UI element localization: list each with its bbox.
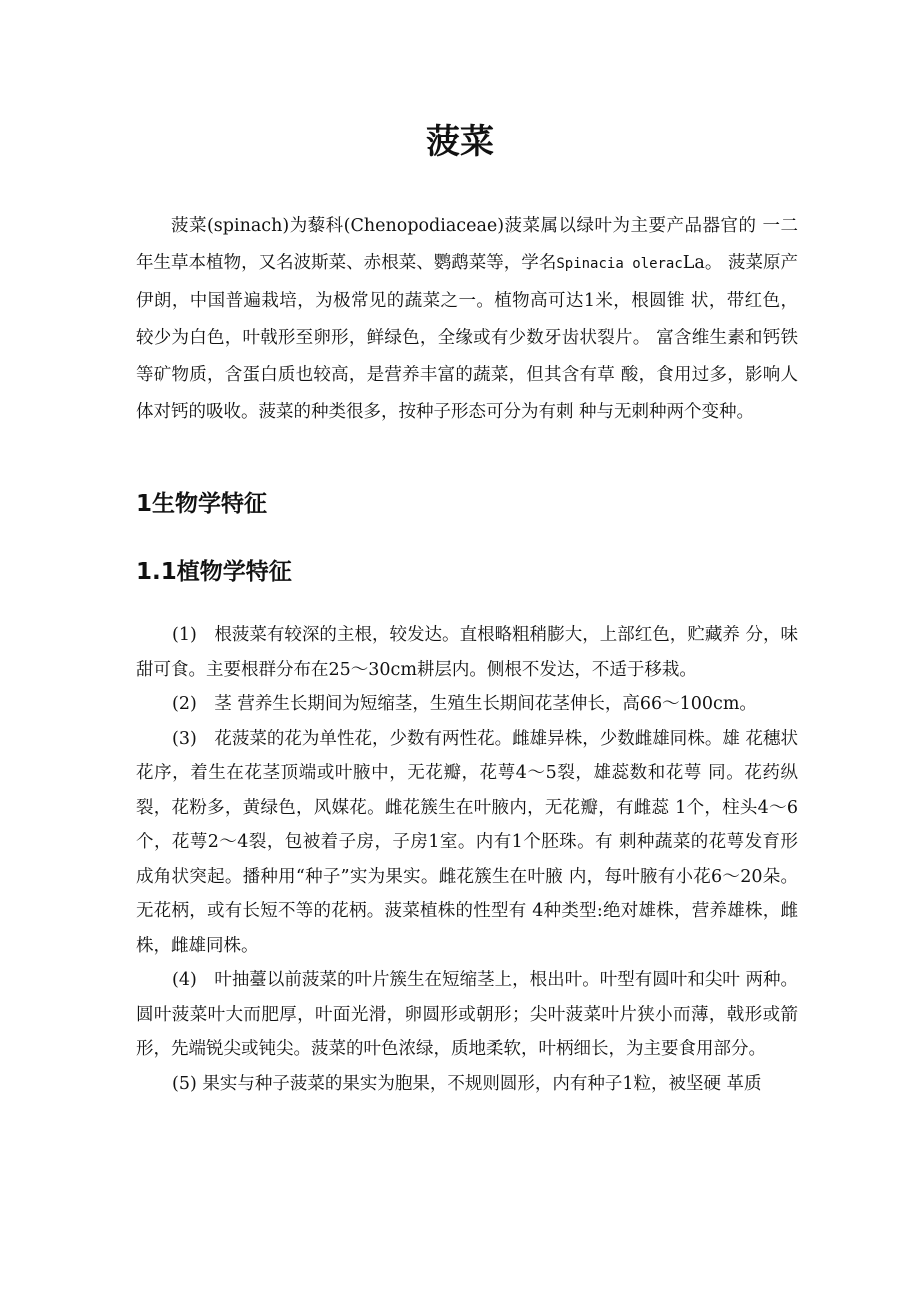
item-flower: (3) 花菠菜的花为单性花，少数有两性花。雌雄异株，少数雌雄同株。雄 花穗状花序，着生在花茎顶端或叶腋中，无花瓣，花萼4〜5裂，雄蕊数和花萼 同。花药纵裂，花粉多，黄绿色，风媒花。雌花簇生在叶腋内，无花瓣，有雌蕊 1个，柱头4〜6个，花萼2〜4裂，包被着子房，子房1室。内有1个胚珠。有 刺种蔬菜的花萼发育形成角状突起。播种用“种子”实为果实。雌花簇生在叶腋 内，每叶腋有小花6〜20朵。无花柄，或有长短不等的花柄。菠菜植株的性型有 4种类型:绝对雄株，营养雄株，雌株，雌雄同株。: [136, 728, 798, 956]
item-root: (1) 根菠菜有较深的主根，较发达。直根略粗稍膨大，上部红色，贮藏养 分，味甜可食。主要根群分布在25〜30cm耕层内。侧根不发达，不适于移栽。: [136, 625, 798, 680]
section-heading-biology: 1生物学特征: [136, 491, 268, 517]
latin-suffix: La。: [682, 253, 723, 273]
item-stem: (2) 茎 营养生长期间为短缩茎，生殖生长期间花茎伸长，高66〜100cm。: [172, 694, 757, 714]
subsection-heading-botany: 1.1植物学特征: [136, 559, 292, 585]
page-title: 菠菜: [426, 122, 494, 162]
item-fruit-seed: (5) 果实与种子菠菜的果实为胞果，不规则圆形，内有种子1粒，被坚硬 革质: [172, 1073, 762, 1094]
latin-name: Spinacia olerac: [556, 256, 683, 272]
item-leaf: (4) 叶抽薹以前菠菜的叶片簇生在短缩茎上，根出叶。叶型有圆叶和尖叶 两种。圆叶菠菜叶大而肥厚，叶面光滑，卵圆形或朝形；尖叶菠菜叶片狭小而薄，戟形或箭形，先端锐尖或钝尖。菠菜的叶色浓绿，质地柔软，叶柄细长，为主要食用部分。: [136, 970, 798, 1059]
botany-item-list: [136, 618, 798, 1101]
intro-text-end: 菠菜原产伊朗，中国普遍栽培，为极常见的蔬菜之一。植物高可达1米，根圆锥 状，带红色，较少为白色，叶戟形至卵形，鲜绿色，全缘或有少数牙齿状裂片。 富含维生素和钙铁等矿物质，含蛋白质也较高，是营养丰富的蔬菜，但其含有草 酸，食用过多，影响人体对钙的吸收。菠菜的种类很多，按种子形态可分为有刺 种与无刺种两个变种。: [136, 253, 799, 422]
intro-text-start: 菠菜(spinach)为藜科(Chenopodiaceae)菠菜属以绿叶为主要产品器官的 一二年生草本植物，又名波斯菜、赤根菜、鹦鹉菜等，学名: [136, 216, 798, 273]
intro-paragraph: [136, 208, 798, 431]
